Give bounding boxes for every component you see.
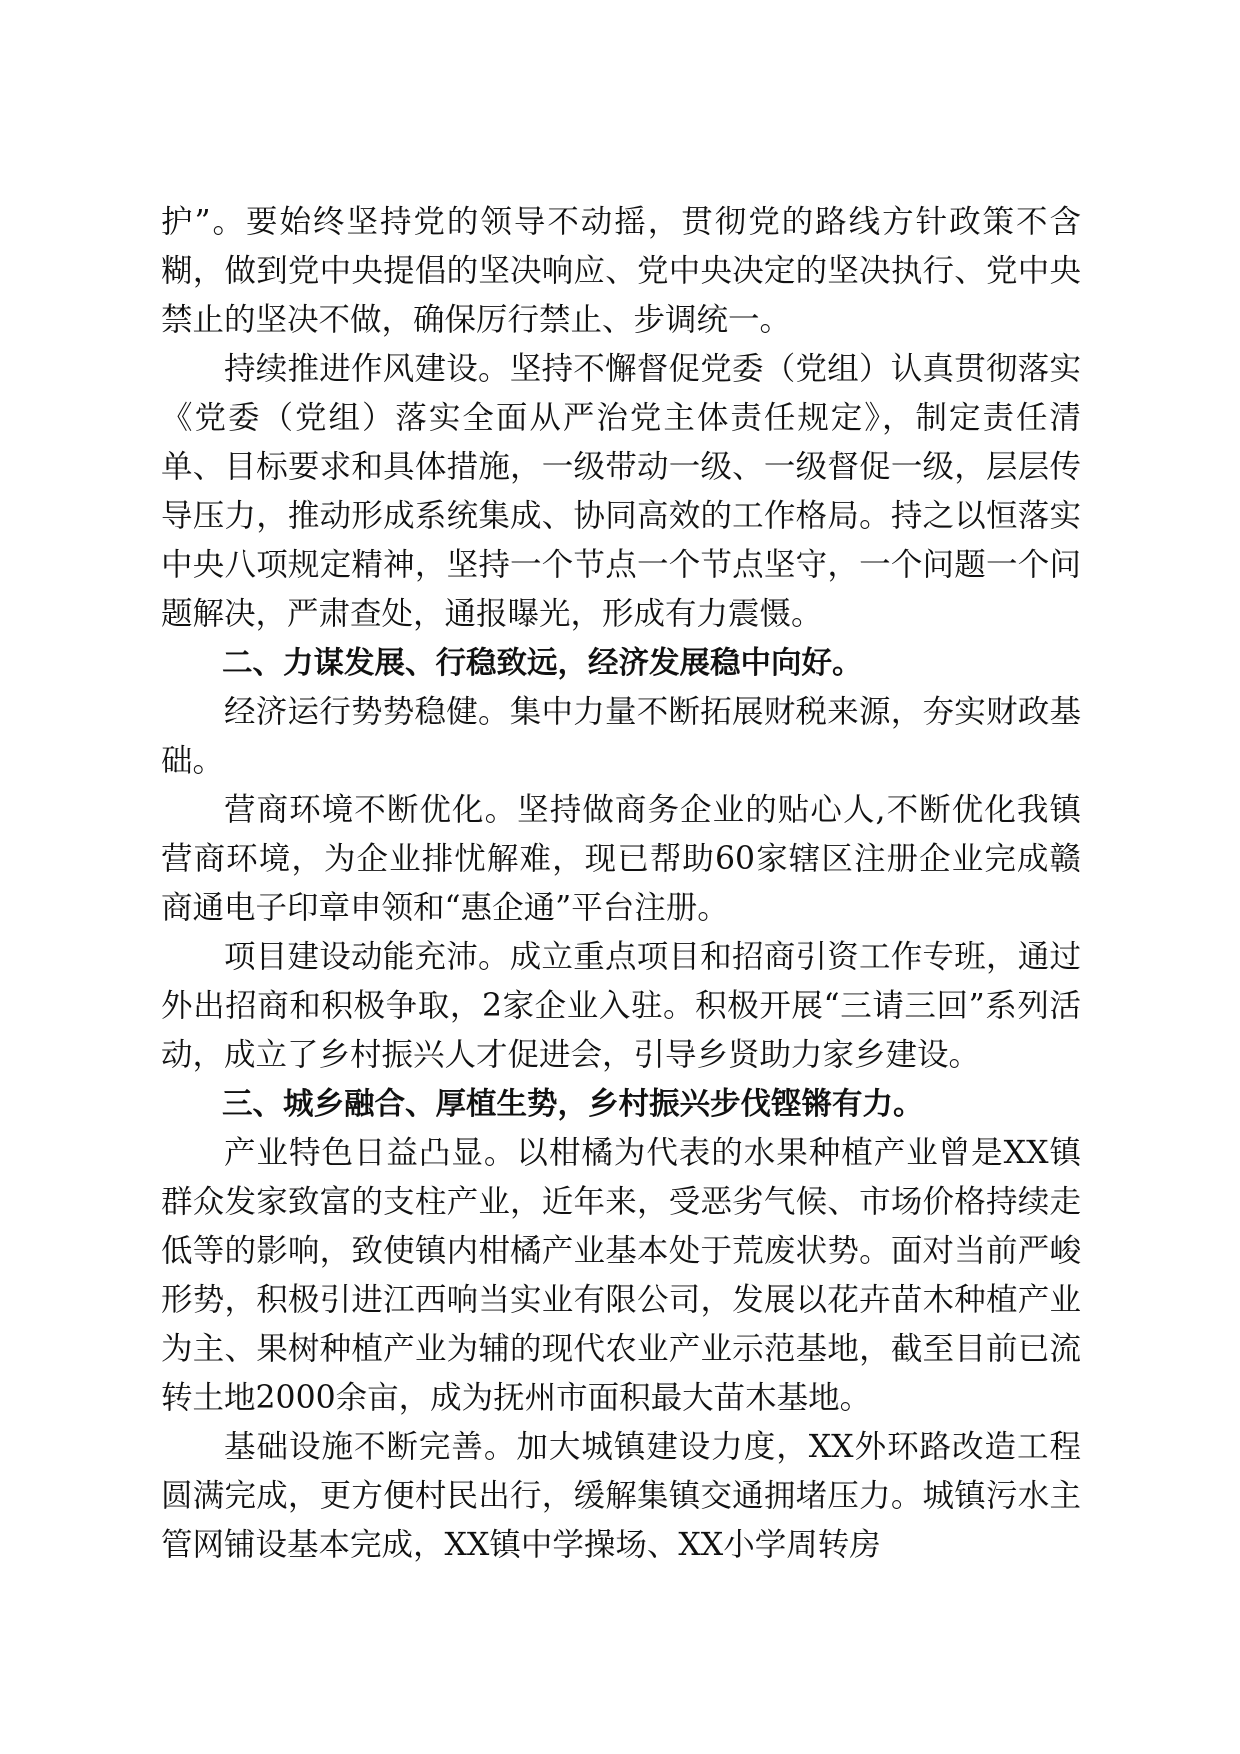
paragraph-infrastructure: 基础设施不断完善。加大城镇建设力度，XX外环路改造工程圆满完成，更方便村民出行，缓解集镇交通拥堵压力。城镇污水主管网铺设基本完成，XX镇中学操场、XX小学周转房 [161, 1429, 1081, 1563]
section-heading-rural-revitalization: 三、城乡融合、厚植生势，乡村振兴步伐铿锵有力。 [222, 1087, 924, 1122]
paragraph-continuation: 护”。要始终坚持党的领导不动摇，贯彻党的路线方针政策不含糊，做到党中央提倡的坚决响应、党中央决定的坚决执行、党中央禁止的坚决不做，确保厉行禁止、步调统一。 [161, 204, 1081, 338]
paragraph-work-style: 持续推进作风建设。坚持不懈督促党委（党组）认真贯彻落实《党委（党组）落实全面从严治党主体责任规定》，制定责任清单、目标要求和具体措施，一级带动一级、一级督促一级，层层传导压力，推动形成系统集成、协同高效的工作格局。持之以恒落实中央八项规定精神，坚持一个节点一个节点坚守，一个问题一个问题解决，严肃查处，通报曝光，形成有力震慑。 [161, 351, 1081, 632]
section-heading-economy: 二、力谋发展、行稳致远，经济发展稳中向好。 [222, 646, 863, 681]
document-page [161, 198, 1081, 1570]
paragraph-business-environment: 营商环境不断优化。坚持做商务企业的贴心人,不断优化我镇营商环境，为企业排忧解难，现已帮助60家辖区注册企业完成赣商通电子印章申领和“惠企通”平台注册。 [161, 792, 1081, 926]
paragraph-industry-features: 产业特色日益凸显。以柑橘为代表的水果种植产业曾是XX镇群众发家致富的支柱产业，近年来，受恶劣气候、市场价格持续走低等的影响，致使镇内柑橘产业基本处于荒废状势。面对当前严峻形势，积极引进江西响当实业有限公司，发展以花卉苗木种植产业为主、果树种植产业为辅的现代农业产业示范基地，截至目前已流转土地2000余亩，成为抚州市面积最大苗木基地。 [161, 1135, 1081, 1416]
paragraph-economic-operation: 经济运行势势稳健。集中力量不断拓展财税来源，夯实财政基础。 [161, 694, 1081, 779]
paragraph-project-construction: 项目建设动能充沛。成立重点项目和招商引资工作专班，通过外出招商和积极争取，2家企业入驻。积极开展“三请三回”系列活动，成立了乡村振兴人才促进会，引导乡贤助力家乡建设。 [161, 939, 1081, 1073]
